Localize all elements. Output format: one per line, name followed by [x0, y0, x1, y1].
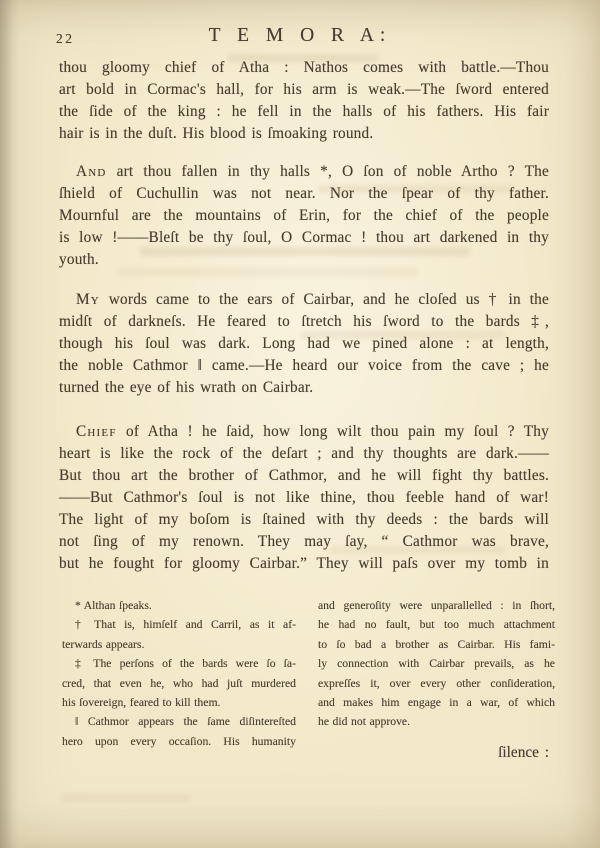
text-line: cred, that even he, who had juſt murdered	[62, 676, 296, 690]
text-line: The light of my boſom is ſtained with thy deeds : the bards will	[59, 511, 549, 528]
text-line: hero upon every occaſion. His humanity	[62, 734, 296, 748]
body-paragraph	[59, 421, 549, 575]
body-text	[59, 57, 549, 575]
small-caps-lead: Chief	[76, 423, 117, 440]
text-line: Chief of Atha ! he ſaid, how long wilt thou pain my ſoul ? Thy	[76, 423, 549, 440]
body-paragraph	[59, 161, 549, 271]
small-caps-lead: And	[76, 163, 107, 180]
text-line: midſt of darkneſs. He feared to ſtretch his ſword to the bards ‡,	[59, 313, 549, 330]
text-line: turned the eye of his wrath on Cairbar.	[59, 379, 314, 396]
text-line: terwards appears.	[62, 637, 145, 651]
text-line: not ſing of my renown. They may ſay, “ Cathmor was brave,	[59, 533, 549, 550]
page-edge-shadow	[0, 0, 13, 848]
text-line: and makes him engage in a war, of which	[318, 695, 555, 709]
footnote-column-left	[62, 596, 296, 751]
text-line: ly connection with Cairbar prevails, as he	[318, 657, 555, 671]
text-line: And art thou fallen in thy halls *, O ſon of noble Artho ? The	[76, 163, 549, 180]
text-line: he had no fault, but too much attachment	[318, 618, 555, 632]
text-line: thou gloomy chief of Atha : Nathos comes with battle.—Thou	[59, 59, 549, 76]
running-header: T E M O R A:	[208, 25, 392, 46]
small-caps-lead: My	[76, 291, 100, 308]
text-line: expreſſes it, over every other conſideration,	[318, 676, 555, 690]
text-line: art bold in Cormac's hall, for his arm is weak.—The ſword entered	[59, 81, 549, 98]
text-line: and generoſity were unparallelled : in ſhort,	[318, 599, 555, 612]
text-line: but he fought for gloomy Cairbar.” They will paſs over my tomb in	[59, 555, 549, 572]
text-line: the noble Cathmor ‖ came.—He heard our voice from the cave ; he	[59, 357, 549, 374]
text-line: youth.	[59, 251, 99, 268]
page-number: 22	[56, 31, 75, 46]
text-line: But thou art the brother of Cathmor, and he will fight thy battles.	[59, 467, 549, 484]
text-line: his ſovereign, feared to kill them.	[62, 695, 221, 709]
text-line: heart is like the rock of the deſart ; and thy thoughts are dark.——	[59, 445, 549, 462]
text-line: ſhield of Cuchullin was not near. Nor the ſpear of thy father.	[59, 185, 549, 202]
text-line: ‖ Cathmor appears the ſame diſintereſted	[75, 715, 296, 729]
footnote-column-right	[318, 596, 555, 751]
body-paragraph	[59, 289, 549, 399]
text-line: to ſo bad a brother as Cairbar. His fami-	[318, 637, 555, 651]
text-line: hair is in the duſt. His blood is ſmoaking round.	[59, 125, 374, 142]
body-paragraph	[59, 57, 549, 145]
text-line: My words came to the ears of Cairbar, and he cloſed us † in the	[76, 291, 549, 308]
text-line: the ſide of the king : he fell in the halls of his fathers. His fair	[59, 103, 549, 120]
text-line: Mournful are the mountains of Erin, for the chief of the people	[59, 207, 549, 224]
text-line: though his ſoul was dark. Long had we pined alone : at length,	[59, 335, 549, 352]
text-line: * Althan ſpeaks.	[75, 599, 152, 612]
text-line: he did not approve.	[318, 715, 411, 729]
bleedthrough-smudge	[60, 794, 190, 802]
text-line: ‡ The perſons of the bards were ſo ſa-	[75, 657, 296, 671]
text-line: ——But Cathmor's ſoul is not like thine, thou feeble hand of war!	[59, 489, 549, 506]
text-line: † That is, himſelf and Carril, as it af-	[75, 618, 296, 632]
catchword: ſilence :	[498, 744, 549, 761]
text-line: is low !——Bleſt be thy ſoul, O Cormac ! thou art darkened in thy	[59, 229, 549, 246]
footnotes-section	[62, 596, 555, 751]
